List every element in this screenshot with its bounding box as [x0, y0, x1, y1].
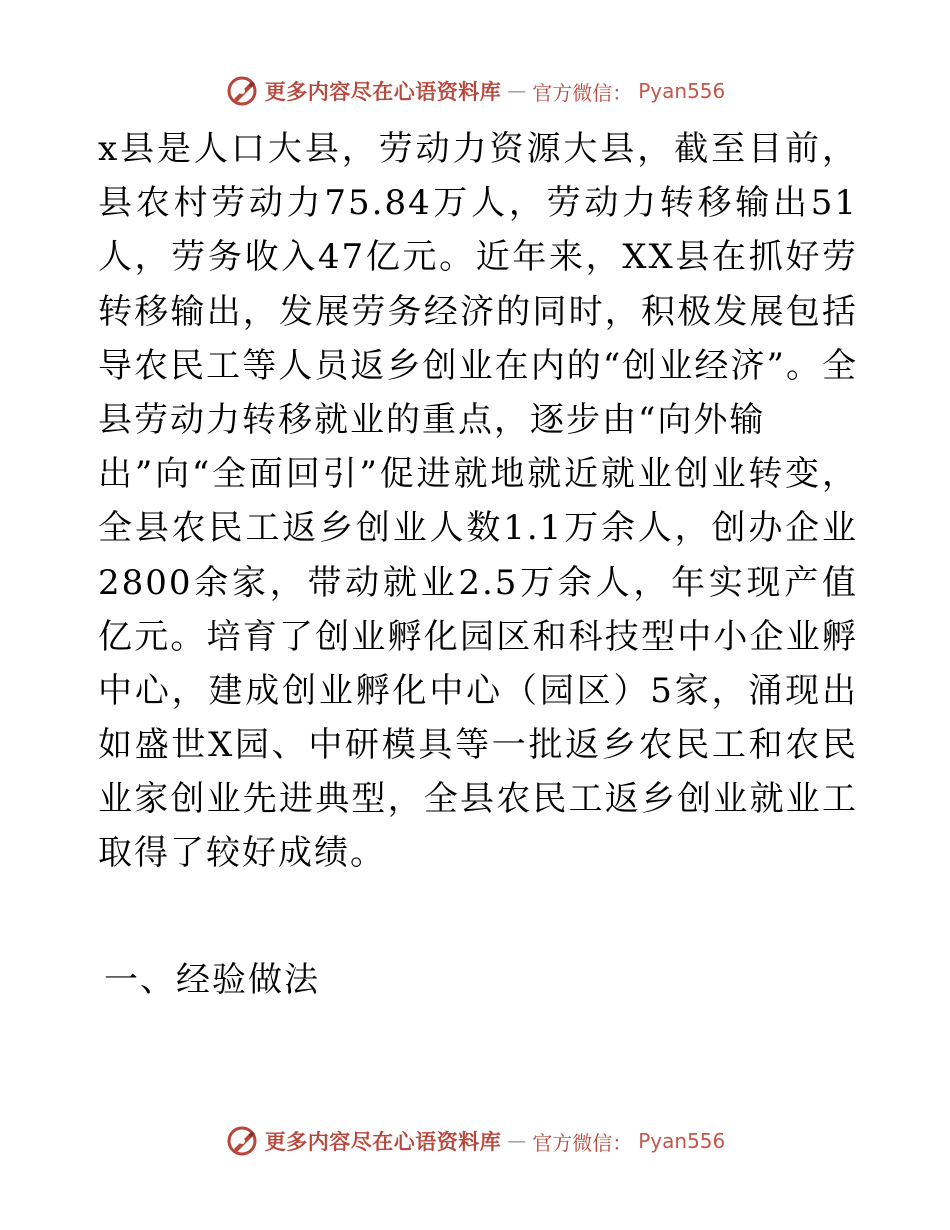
paragraph-line: 全县农民工返乡创业人数1.1万余人，创办企业	[98, 508, 858, 549]
paragraph-line: 出”向“全面回引”促进就地就近就业创业转变，	[98, 454, 858, 495]
body-paragraph	[98, 122, 858, 881]
paragraph-line: 人，劳务收入47亿元。近年来，XX县在抓好劳	[98, 237, 858, 278]
paragraph-line: 业家创业先进典型，全县农民工返乡创业就业工	[98, 779, 858, 820]
banner-wechat-id: Pyan556	[638, 1129, 726, 1153]
paragraph-line: x县是人口大县，劳动力资源大县，截至目前，	[98, 129, 858, 169]
banner-title: 更多内容尽在心语资料库	[264, 1129, 502, 1154]
paragraph-line: 2800余家，带动就业2.5万余人，年实现产值	[98, 562, 858, 603]
paragraph-line: 转移输出，发展劳务经济的同时，积极发展包括	[98, 291, 858, 332]
banner-separator: —	[507, 80, 527, 102]
banner-separator: —	[507, 1130, 527, 1152]
paragraph-line: 县农村劳动力75.84万人，劳动力转移输出51	[98, 183, 858, 224]
paragraph-line: 县劳动力转移就业的重点，逐步由“向外输	[98, 399, 766, 440]
footer-banner	[0, 1121, 950, 1161]
banner-title: 更多内容尽在心语资料库	[264, 79, 502, 104]
paragraph-line: 亿元。培育了创业孵化园区和科技型中小企业孵	[98, 616, 858, 657]
banner-wechat-label: 官方微信：	[532, 80, 633, 105]
banner-wechat-label: 官方微信：	[532, 1130, 633, 1155]
banner-wechat-id: Pyan556	[638, 79, 726, 103]
logo-icon	[225, 74, 259, 108]
paragraph-line: 取得了较好成绩。	[98, 833, 386, 874]
header-banner	[0, 71, 950, 111]
paragraph-line: 导农民工等人员返乡创业在内的“创业经济”。全	[98, 345, 858, 386]
logo-icon	[225, 1124, 259, 1158]
section-heading: 一、经验做法	[104, 960, 320, 1000]
paragraph-line: 如盛世X园、中研模具等一批返乡农民工和农民	[98, 725, 858, 766]
paragraph-line: 中心，建成创业孵化中心（园区）5家，涌现出	[98, 670, 858, 711]
